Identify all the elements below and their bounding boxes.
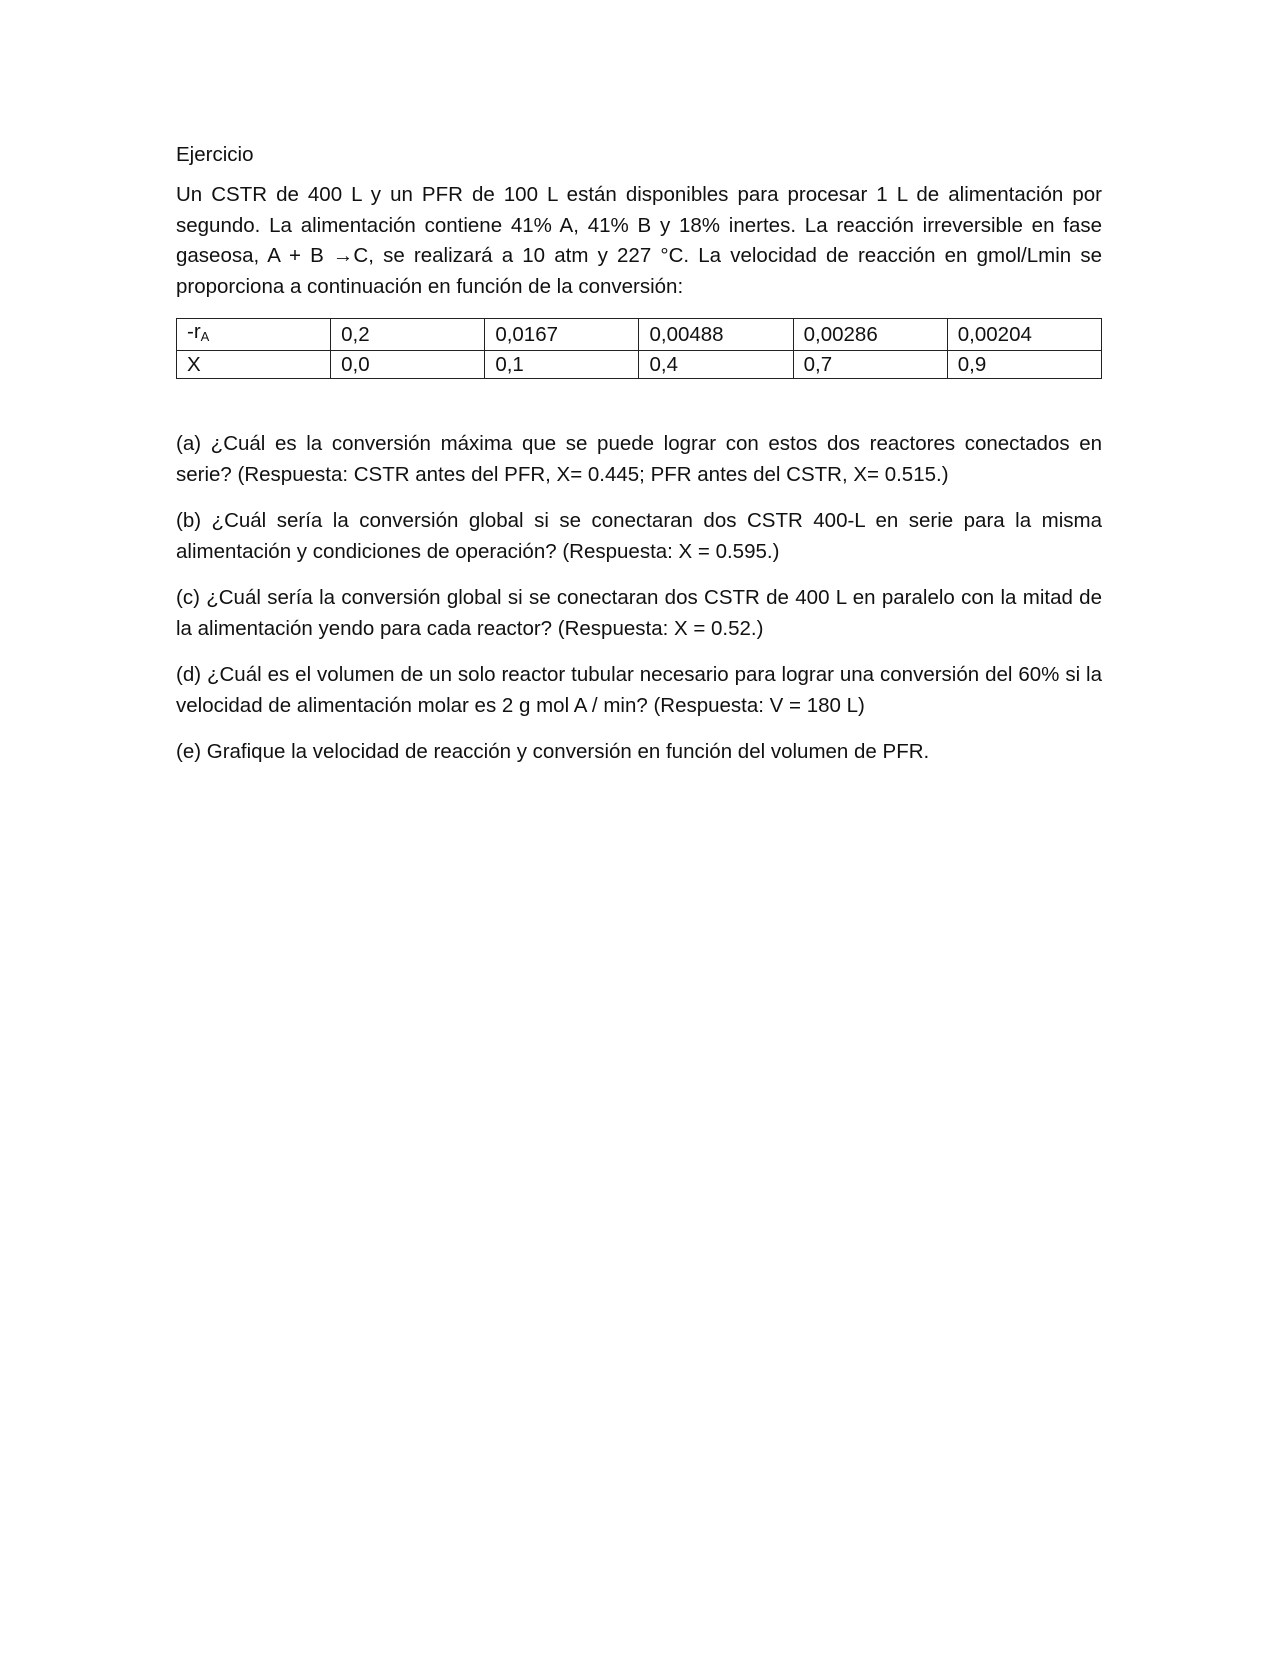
table-cell: 0,1 [485, 351, 639, 379]
table-cell: 0,00286 [793, 319, 947, 351]
exercise-heading: Ejercicio [176, 143, 254, 166]
problem-statement: Un CSTR de 400 L y un PFR de 100 L están disponibles para procesar 1 L de alimentación por segundo. La alimentación contiene 41% A, 41% B y 18% inertes. La reacción irreversible en fase gaseosa, A + B →C, se realizará a 10 atm y 227 °C. La velocidad de reacción en gmol/Lmin se proporciona a continuación en función de la conversión: [176, 183, 1102, 298]
table-cell: 0,7 [793, 351, 947, 379]
table-cell: 0,0167 [485, 319, 639, 351]
question-c: (c) ¿Cuál sería la conversión global si se conectaran dos CSTR de 400 L en paralelo con la mitad de la alimentación yendo para cada reactor? (Respuesta: X = 0.52.) [176, 586, 1102, 640]
question-a: (a) ¿Cuál es la conversión máxima que se puede lograr con estos dos reactores conectados en serie? (Respuesta: CSTR antes del PFR, X= 0.445; PFR antes del CSTR, X= 0.515.) [176, 432, 1102, 486]
table-row-rate [177, 319, 1102, 351]
table-cell: 0,0 [331, 351, 485, 379]
question-e: (e) Grafique la velocidad de reacción y conversión en función del volumen de PFR. [176, 740, 930, 763]
question-b: (b) ¿Cuál sería la conversión global si se conectaran dos CSTR 400-L en serie para la misma alimentación y condiciones de operación? (Respuesta: X = 0.595.) [176, 509, 1102, 563]
table-cell: 0,00488 [639, 319, 793, 351]
rate-conversion-table [176, 318, 1102, 379]
rate-label-subscript: A [200, 329, 210, 344]
question-d: (d) ¿Cuál es el volumen de un solo reactor tubular necesario para lograr una conversión del 60% si la velocidad de alimentación molar es 2 g mol A / min? (Respuesta: V = 180 L) [176, 663, 1102, 717]
table-cell: 0,00204 [947, 319, 1101, 351]
rate-label-main: -r [187, 320, 201, 343]
table-cell: 0,9 [947, 351, 1101, 379]
table-cell: 0,4 [639, 351, 793, 379]
table-cell-rate-label [177, 319, 331, 351]
table-cell: 0,2 [331, 319, 485, 351]
table-row-conversion [177, 351, 1102, 379]
table-cell-conversion-label: X [177, 351, 331, 379]
document-page [176, 140, 1102, 784]
